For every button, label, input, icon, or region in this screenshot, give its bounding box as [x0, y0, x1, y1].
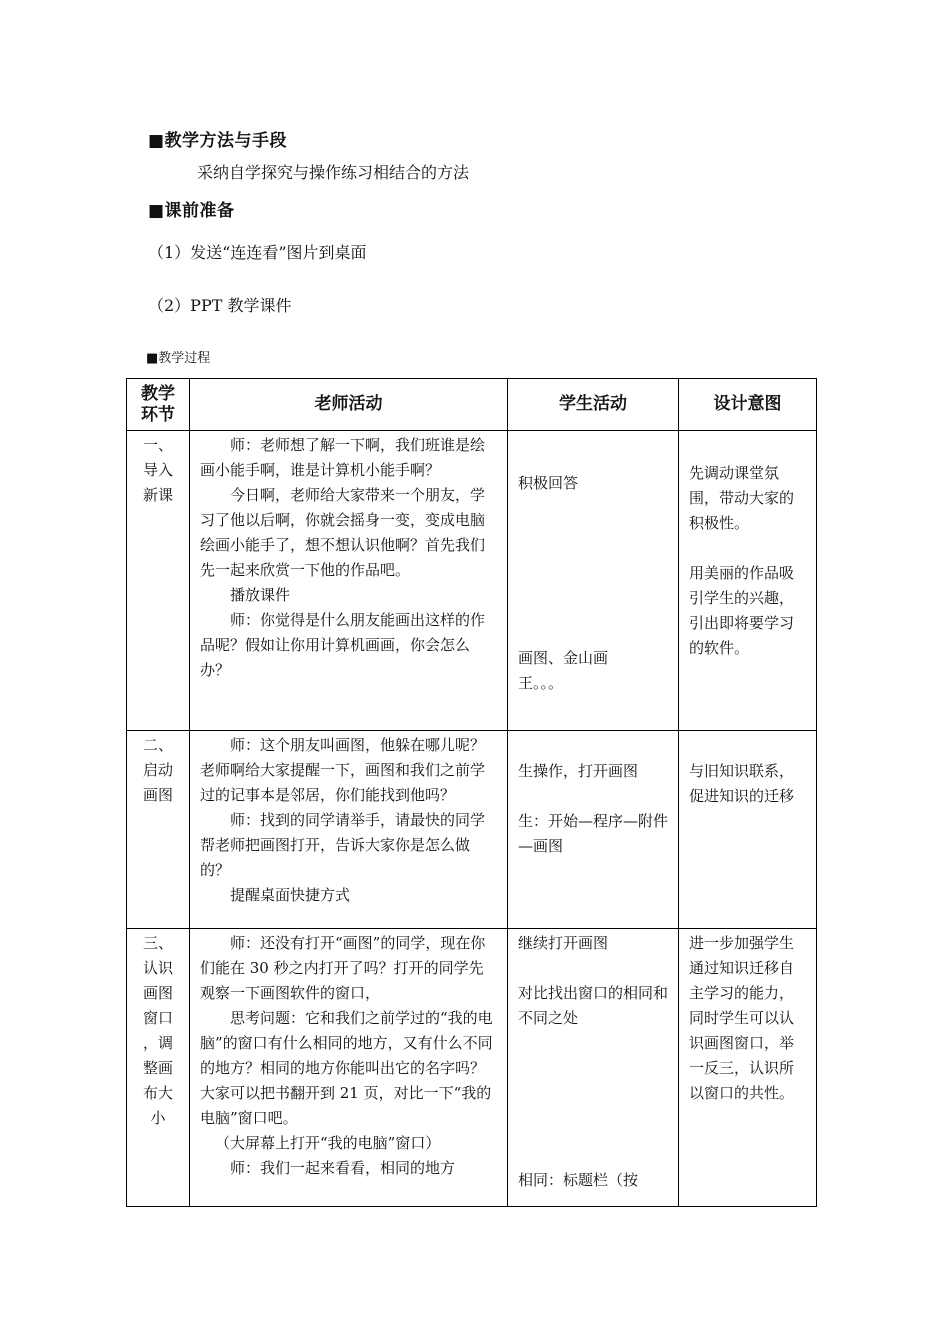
teacher-paragraph: 师：老师想了解一下啊，我们班谁是绘画小能手啊，谁是计算机小能手啊？ [200, 436, 486, 479]
design-paragraph: 用美丽的作品吸引学生的兴趣，引出即将要学习的软件。 [689, 564, 795, 657]
stage-text: 认识 [142, 959, 173, 977]
methods-text: 采纳自学探究与操作练习相结合的方法 [197, 163, 470, 182]
stage-text: 画图 [142, 786, 173, 804]
prep-item-2: （2）PPT 教学课件 [148, 296, 292, 315]
stage-text: 窗口 [142, 1009, 173, 1027]
header-teacher: 老师活动 [190, 379, 508, 431]
student-paragraph: 画图、金山画王。。。 [518, 649, 609, 692]
stage-text: 新课 [142, 486, 173, 504]
stage-cell [127, 431, 190, 731]
stage-text: 整画 [142, 1059, 173, 1077]
teacher-paragraph: 提醒桌面快捷方式 [230, 886, 351, 904]
prep-item-1: （1）发送“连连看”图片到桌面 [148, 243, 367, 262]
teacher-paragraph: 思考问题：它和我们之前学过的“我的电脑”的窗口有什么相同的地方，又有什么不同的地方？相同的地方你能叫出它的名字吗？大家可以把书翻开到 21 页，对比一下“我的电脑”窗口吧。 [200, 1009, 493, 1127]
teacher-paragraph: 今日啊，老师给大家带来一个朋友，学习了他以后啊，你就会摇身一变，变成电脑绘画小能手了，想不想认识他啊？首先我们先一起来欣赏一下他的作品吧。 [200, 486, 486, 579]
header-stage-line2: 环节 [141, 404, 175, 425]
stage-text: 布大 [142, 1084, 173, 1102]
prep-heading: ■课前准备 [148, 201, 235, 221]
design-paragraph: 先调动课堂氛围，带动大家的积极性。 [689, 464, 795, 532]
process-heading: ■教学过程 [146, 351, 211, 366]
design-intent-cell [679, 929, 817, 1207]
stage-cell [127, 731, 190, 929]
stage-text: 小 [150, 1109, 166, 1127]
teacher-paragraph: 师：我们一起来看看，相同的地方 [230, 1159, 456, 1177]
teacher-activity-cell [190, 731, 508, 929]
student-activity-cell [508, 431, 679, 731]
stage-text: 一、 [142, 436, 173, 454]
student-paragraph: 生操作，打开画图 [518, 762, 639, 780]
stage-text: 画图 [142, 984, 173, 1002]
design-intent-cell [679, 731, 817, 929]
methods-heading: ■教学方法与手段 [148, 131, 288, 151]
student-paragraph: 生：开始—程序—附件—画图 [518, 812, 669, 855]
header-design: 设计意图 [679, 379, 817, 431]
header-stage-line1: 教学 [141, 383, 175, 404]
student-paragraph: 积极回答 [518, 474, 579, 492]
teacher-paragraph: 师：找到的同学请举手，请最快的同学帮老师把画图打开，告诉大家你是怎么做的？ [200, 811, 486, 879]
stage-text: 三、 [142, 934, 173, 952]
teacher-paragraph: 师：还没有打开“画图”的同学，现在你们能在 30 秒之内打开了吗？打开的同学先观察一下画图软件的窗口， [200, 934, 486, 1002]
header-stage [127, 379, 190, 431]
design-intent-cell [679, 431, 817, 731]
stage-cell [127, 929, 190, 1207]
table-row [127, 731, 817, 929]
stage-text: 启动 [142, 761, 173, 779]
design-paragraph: 进一步加强学生通过知识迁移自主学习的能力，同时学生可以认识画图窗口，举一反三，认识所以窗口的共性。 [689, 934, 795, 1102]
table-header-row [127, 379, 817, 431]
student-paragraph: 相同：标题栏（按 [518, 1171, 639, 1189]
student-activity-cell [508, 929, 679, 1207]
design-paragraph: 与旧知识联系，促进知识的迁移 [689, 762, 795, 805]
stage-text: 导入 [142, 461, 173, 479]
teacher-paragraph: 播放课件 [230, 586, 291, 604]
header-student: 学生活动 [508, 379, 679, 431]
student-paragraph: 继续打开画图 [518, 934, 609, 952]
stage-text: 二、 [142, 736, 173, 754]
teacher-paragraph: 师：这个朋友叫画图，他躲在哪儿呢？老师啊给大家提醒一下，画图和我们之前学过的记事本是邻居，你们能找到他吗？ [200, 736, 486, 804]
stage-text: ，调 [142, 1034, 173, 1052]
table-row [127, 929, 817, 1207]
student-paragraph: 对比找出窗口的相同和不同之处 [518, 984, 669, 1027]
teacher-paragraph: （大屏幕上打开“我的电脑”窗口） [215, 1134, 441, 1152]
teacher-activity-cell [190, 929, 508, 1207]
student-activity-cell [508, 731, 679, 929]
teacher-paragraph: 师：你觉得是什么朋友能画出这样的作品呢？假如让你用计算机画画，你会怎么办？ [200, 611, 486, 679]
table-row [127, 431, 817, 731]
lesson-table [126, 378, 817, 1207]
teacher-activity-cell [190, 431, 508, 731]
